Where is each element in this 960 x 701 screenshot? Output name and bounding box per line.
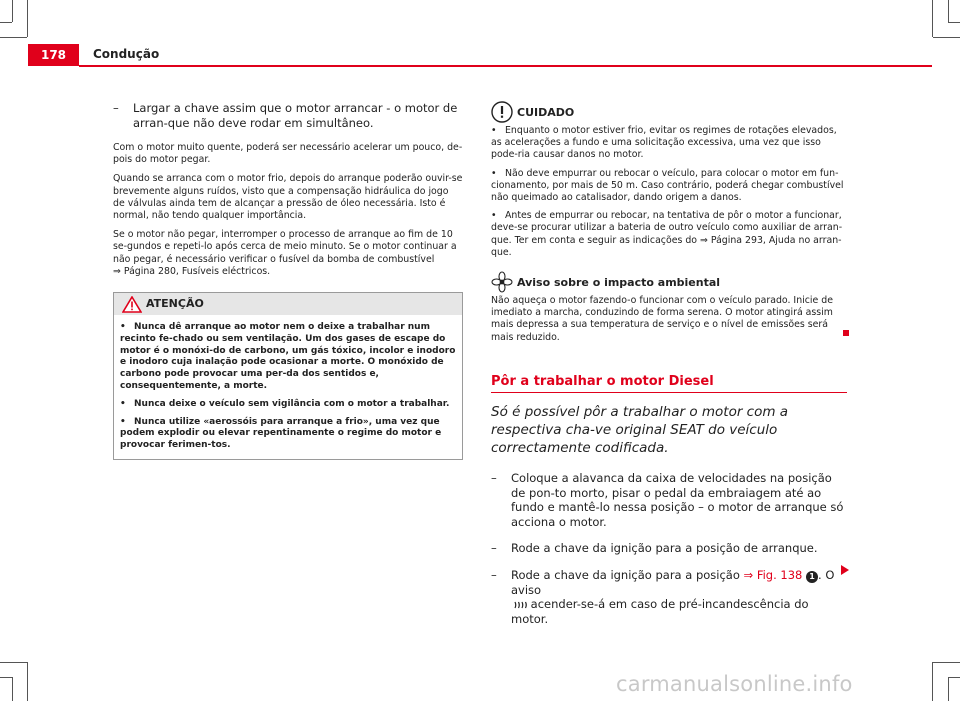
dash-marker: – (491, 567, 497, 582)
flower-icon (491, 271, 513, 293)
crop-mark (932, 662, 933, 701)
warning-box (113, 292, 463, 460)
step-text: Coloque a alavanca da caixa de velocidades na posição de pon-to morto, pisar o pedal da embraiagem até ao fundo e mantê-lo nessa posição – o motor de arranque só acciona o motor. (511, 471, 844, 529)
header-rule (79, 65, 932, 67)
bullet: • (120, 416, 126, 427)
left-column (113, 101, 463, 460)
warning-triangle-icon (122, 296, 142, 313)
crop-mark (27, 662, 28, 701)
caution-item (491, 125, 847, 162)
end-marker-row (491, 344, 847, 352)
paragraph (113, 229, 463, 278)
warning-item-text: Nunca utilize «aerossóis para arranque a frio», uma vez que podem explodir ou elevar repentinamente o regime do motor e provocar ferimen-tos. (120, 416, 442, 451)
crop-mark (948, 0, 949, 22)
crop-mark (0, 662, 27, 663)
crop-mark (933, 37, 960, 38)
warning-item (120, 399, 456, 411)
bullet: • (491, 167, 497, 179)
crop-mark (933, 662, 960, 663)
caution-item-text: Enquanto o motor estiver frio, evitar os regimes de rotações elevados, as acelerações a fundo e uma solicitação excessiva, uma vez que isso pode-ria causar danos no motor. (491, 125, 837, 161)
warning-title: ATENÇÃO (146, 297, 204, 311)
figure-reference-link[interactable]: ⇒ Fig. 138 (743, 567, 803, 582)
step-text: acender-se-á em caso de pré-incandescência do motor. (511, 597, 809, 626)
paragraph: Com o motor muito quente, poderá ser necessário acelerar um pouco, de-pois do motor pegar. (113, 142, 463, 166)
bullet: • (120, 398, 126, 409)
warning-item (120, 417, 456, 452)
dash-marker: – (491, 471, 497, 486)
warning-item-text: Nunca deixe o veículo sem vigilância com o motor a trabalhar. (134, 398, 450, 409)
exclamation-circle-icon (491, 101, 513, 123)
environment-paragraph: Não aqueça o motor fazendo-o funcionar com o veículo parado. Inicie de imediato a marcha, conduzindo de forma serena. O motor atingirá assim mais depressa a sua temperatura de serviço e o nível de emissões será mais reduzido. (491, 295, 833, 343)
crop-mark (12, 0, 13, 22)
crop-mark (0, 22, 12, 23)
step-item (491, 541, 847, 556)
step-item (491, 568, 847, 627)
step-text: Rode a chave da ignição para a posição de arranque. (511, 541, 818, 556)
position-badge: 1 (806, 571, 818, 583)
glow-plug-icon (513, 600, 527, 610)
environment-text (491, 295, 847, 344)
warning-body (114, 315, 462, 459)
environment-header (491, 271, 847, 293)
crop-mark (0, 37, 27, 38)
bullet: • (120, 322, 126, 333)
dash-marker: – (113, 101, 119, 115)
dash-marker: – (491, 541, 497, 556)
crop-mark (948, 677, 949, 701)
continue-arrow-icon (840, 564, 850, 576)
caution-header (491, 101, 847, 123)
crop-mark (12, 677, 13, 701)
page-reference-link[interactable]: ⇒ Página 280, Fusíveis eléctricos. (113, 265, 271, 277)
step-text: . O aviso (511, 567, 835, 597)
step-item (113, 101, 463, 130)
bullet: • (491, 125, 497, 136)
crop-mark (27, 0, 28, 37)
step-item (491, 471, 847, 529)
section-title: Condução (93, 47, 160, 61)
crop-mark (932, 0, 933, 37)
environment-title: Aviso sobre o impacto ambiental (517, 276, 721, 290)
section-rule (491, 392, 847, 393)
warning-header (114, 293, 462, 315)
crop-mark (0, 677, 12, 678)
caution-item (491, 210, 847, 259)
end-marker (843, 330, 849, 336)
caution-title: CUIDADO (517, 106, 575, 119)
caution-item-text: Antes de empurrar ou rebocar, na tentativa de pôr o motor a funcionar, deve-se procurar utilizar a bateria de outro veículo como auxiliar de arran-que. Ter em conta e seguir as indicações do ⇒ Página 293, Ajuda no arran-que. (491, 210, 843, 258)
crop-mark (948, 22, 960, 23)
step-text: Rode a chave da ignição para a posição (511, 567, 740, 582)
bullet: • (491, 210, 497, 222)
right-column (491, 101, 847, 638)
caution-item-text: Não deve empurrar ou rebocar o veículo, para colocar o motor em fun-cionamento, por mais de 50 m. Caso contrário, poderá chegar combustível não queimado ao catalisador, dando origem a danos. (491, 167, 844, 204)
crop-mark (948, 677, 960, 678)
page-number: 178 (28, 44, 79, 66)
intro-text: Só é possível pôr a trabalhar o motor com a respectiva cha-ve original SEAT do veículo correctamente codificada. (491, 404, 789, 457)
warning-item (120, 322, 456, 393)
section-heading: Pôr a trabalhar o motor Diesel (491, 373, 714, 389)
step-text: Largar a chave assim que o motor arrancar - o motor de arran-que não deve rodar em simultâneo. (133, 101, 458, 130)
paragraph-text: Se o motor não pegar, interromper o processo de arranque ao fim de 10 se-gundos e repeti-lo após cerca de meio minuto. Se o motor continuar a não pegar, é necessário verificar o fusível da bomba de combustível (113, 229, 457, 265)
paragraph: Quando se arranca com o motor frio, depois do arranque poderão ouvir-se brevemente alguns ruídos, visto que a compensação hidráulica do jogo de válvulas ainda tem de alcançar a pressão de óleo necessária. Isto é normal, não tendo qualquer importância. (113, 173, 463, 222)
watermark: carmanualsonline.info (616, 672, 853, 696)
caution-item (491, 168, 847, 205)
warning-item-text: Nunca dê arranque ao motor nem o deixe a trabalhar num recinto fe-chado ou sem ventilação. Um dos gases de escape do motor é o monóxi-do de carbono, um gás tóxico, incolor e inodoro e inodoro cuja inalação pode ocasionar a morte. O monóxido de carbono pode provocar uma per-da dos sentidos e, consequentemente, a morte. (120, 322, 456, 392)
